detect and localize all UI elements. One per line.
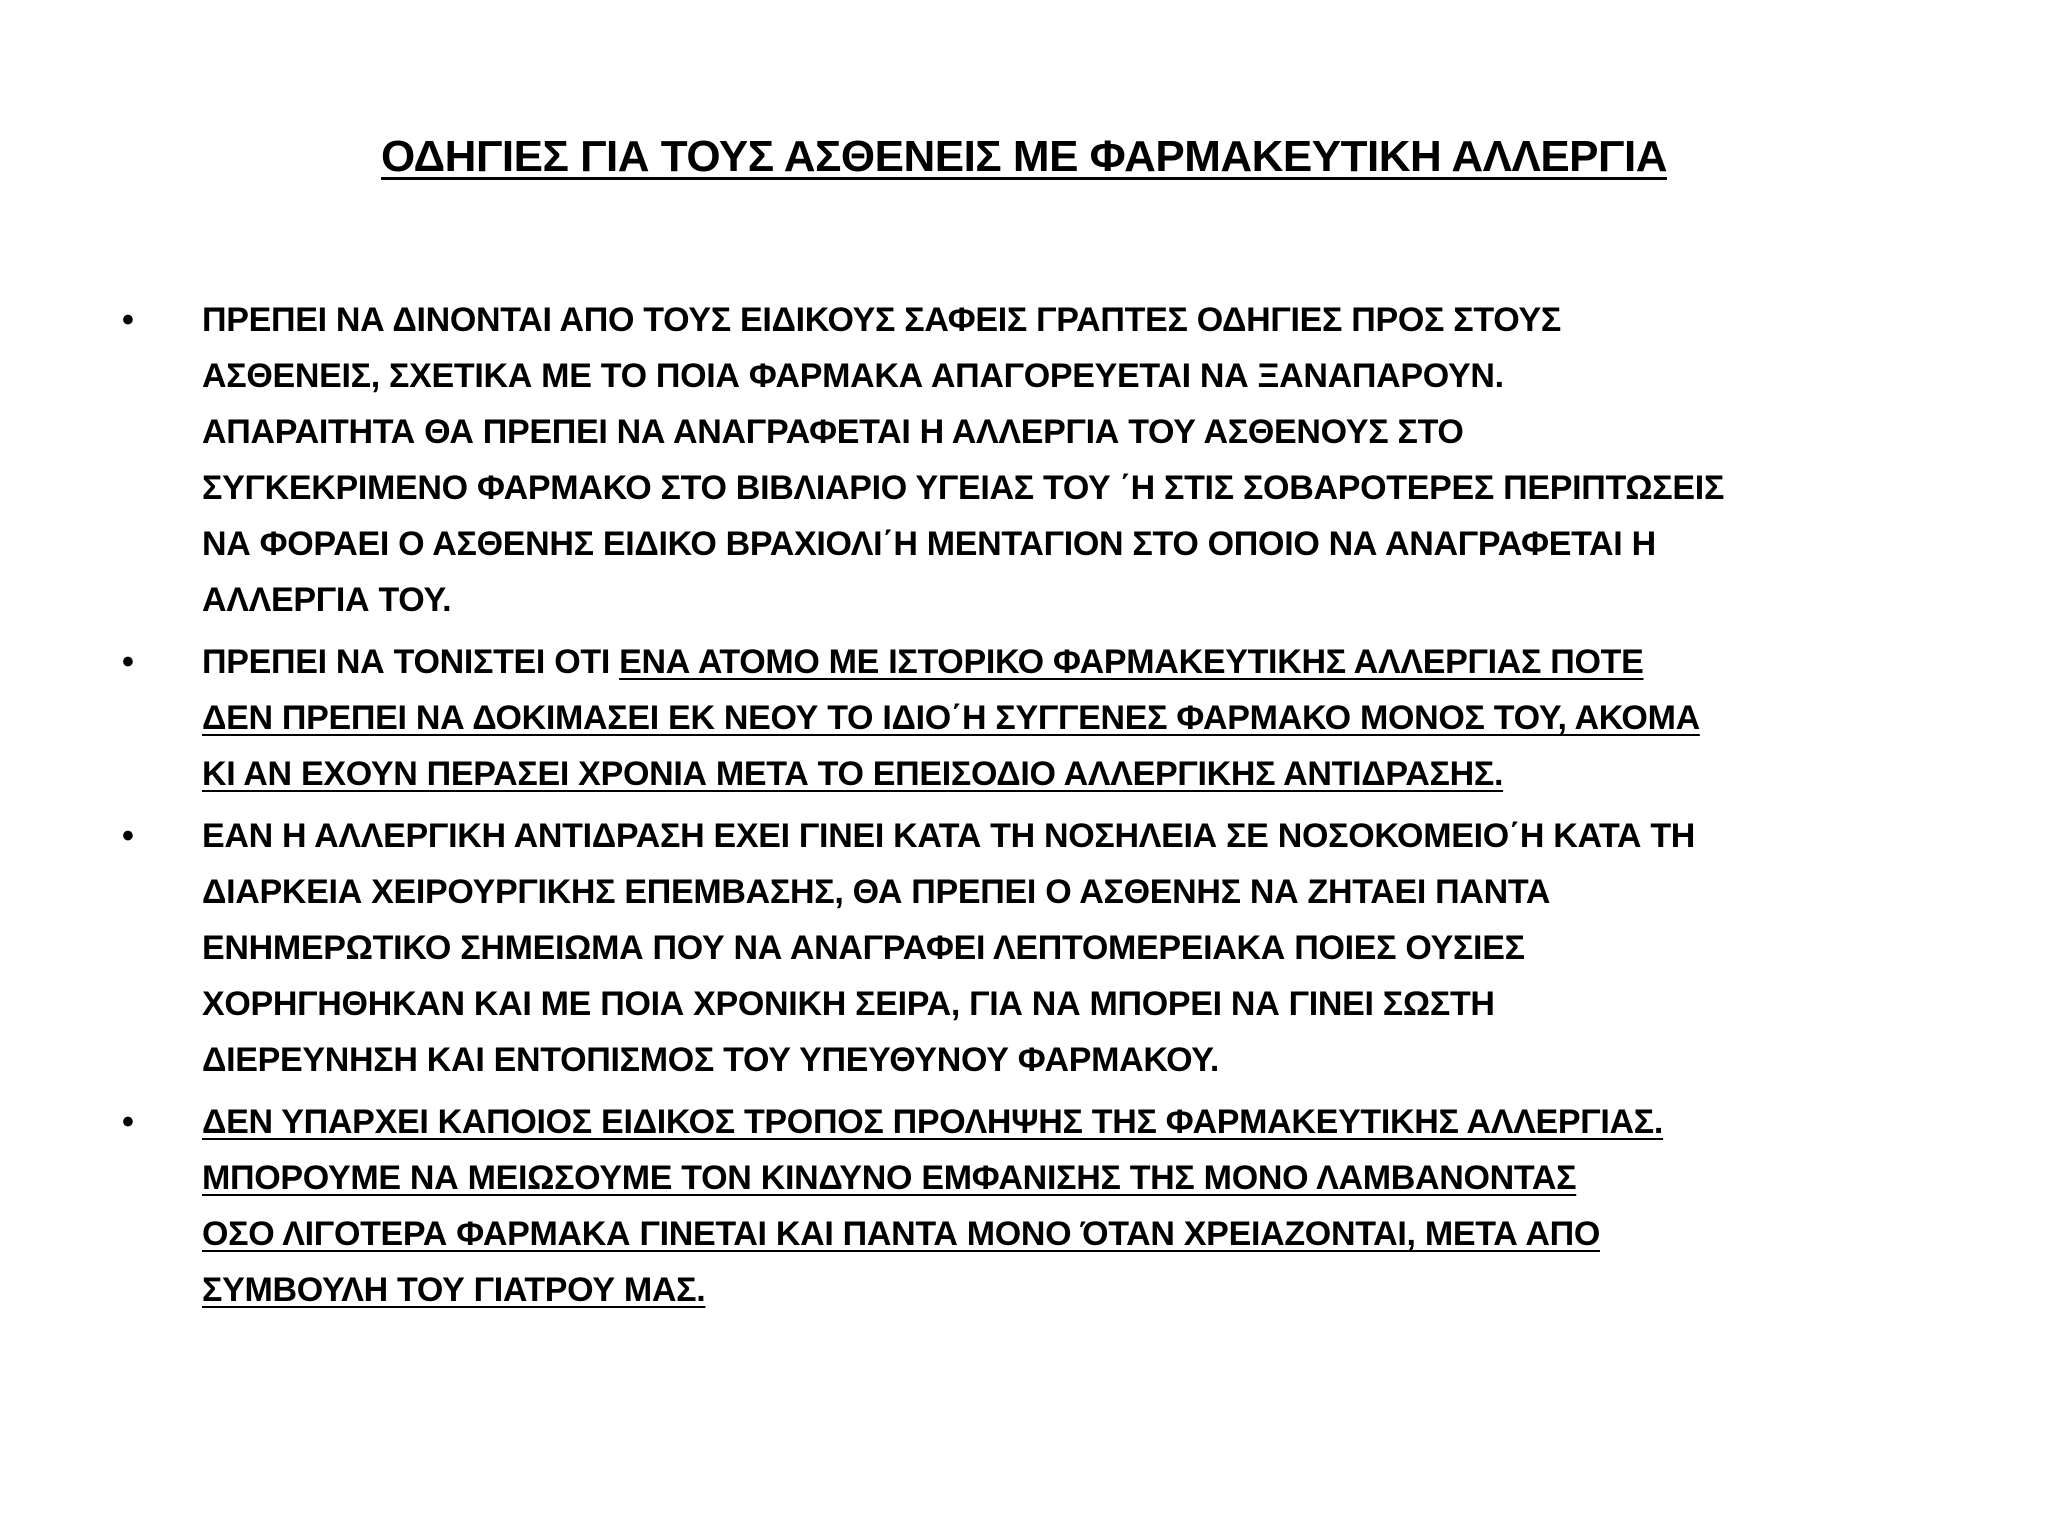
text-line: ΕΝΗΜΕΡΩΤΙΚΟ ΣΗΜΕΙΩΜΑ ΠΟΥ ΝΑ ΑΝΑΓΡΑΦΕΙ ΛΕΠΤΟΜΕΡΕΙΑΚΑ ΠΟΙΕΣ ΟΥΣΙΕΣ bbox=[202, 929, 1525, 967]
list-item bbox=[122, 292, 1972, 628]
text-line bbox=[202, 1150, 1972, 1206]
bullet-dot-icon: • bbox=[122, 301, 134, 339]
text-line: ΔΙΑΡΚΕΙΑ ΧΕΙΡΟΥΡΓΙΚΗΣ ΕΠΕΜΒΑΣΗΣ, ΘΑ ΠΡΕΠΕΙ Ο ΑΣΘΕΝΗΣ ΝΑ ΖΗΤΑΕΙ ΠΑΝΤΑ bbox=[202, 873, 1551, 911]
text-line bbox=[202, 1262, 1972, 1318]
text-line: ΠΡΕΠΕΙ ΝΑ ΔΙΝΟΝΤΑΙ ΑΠΟ ΤΟΥΣ ΕΙΔΙΚΟΥΣ ΣΑΦΕΙΣ ΓΡΑΠΤΕΣ ΟΔΗΓΙΕΣ ΠΡΟΣ ΣΤΟΥΣ bbox=[202, 301, 1561, 339]
text-line: ΑΛΛΕΡΓΙΑ ΤΟΥ. bbox=[202, 581, 452, 619]
underlined-text: ΜΠΟΡΟΥΜΕ ΝΑ ΜΕΙΩΣΟΥΜΕ ΤΟΝ ΚΙΝΔΥΝΟ ΕΜΦΑΝΙΣΗΣ ΤΗΣ ΜΟΝΟ ΛΑΜΒΑΝΟΝΤΑΣ bbox=[202, 1159, 1577, 1197]
bullet-list bbox=[122, 292, 1972, 1324]
list-item bbox=[122, 634, 1972, 802]
list-item bbox=[122, 1094, 1972, 1318]
text-line: ΑΣΘΕΝΕΙΣ, ΣΧΕΤΙΚΑ ΜΕ ΤΟ ΠΟΙΑ ΦΑΡΜΑΚΑ ΑΠΑΓΟΡΕΥΕΤΑΙ ΝΑ ΞΑΝΑΠΑΡΟΥΝ. bbox=[202, 357, 1504, 395]
text-line bbox=[202, 1094, 1972, 1150]
list-item bbox=[122, 808, 1972, 1088]
bullet-dot-icon: • bbox=[122, 1103, 134, 1141]
underlined-text: ΔΕΝ ΥΠΑΡΧΕΙ ΚΑΠΟΙΟΣ ΕΙΔΙΚΟΣ ΤΡΟΠΟΣ ΠΡΟΛΗΨΗΣ ΤΗΣ ΦΑΡΜΑΚΕΥΤΙΚΗΣ ΑΛΛΕΡΓΙΑΣ. bbox=[202, 1103, 1664, 1141]
text-line: ΕΑΝ Η ΑΛΛΕΡΓΙΚΗ ΑΝΤΙΔΡΑΣΗ ΕΧΕΙ ΓΙΝΕΙ ΚΑΤΑ ΤΗ ΝΟΣΗΛΕΙΑ ΣΕ ΝΟΣΟΚΟΜΕΙΟ΄Η ΚΑΤΑ ΤΗ bbox=[202, 817, 1696, 855]
text-line bbox=[202, 1206, 1972, 1262]
underlined-text: ΕΝΑ ΑΤΟΜΟ ΜΕ ΙΣΤΟΡΙΚΟ ΦΑΡΜΑΚΕΥΤΙΚΗΣ ΑΛΛΕΡΓΙΑΣ ΠΟΤΕ bbox=[619, 643, 1644, 681]
underlined-text: ΔΕΝ ΠΡΕΠΕΙ ΝΑ ΔΟΚΙΜΑΣΕΙ ΕΚ ΝΕΟΥ ΤΟ ΙΔΙΟ΄Η ΣΥΓΓΕΝΕΣ ΦΑΡΜΑΚΟ ΜΟΝΟΣ ΤΟΥ, ΑΚΟΜΑ bbox=[202, 699, 1700, 737]
text-line: ΔΙΕΡΕΥΝΗΣΗ ΚΑΙ ΕΝΤΟΠΙΣΜΟΣ ΤΟΥ ΥΠΕΥΘΥΝΟΥ ΦΑΡΜΑΚΟΥ. bbox=[202, 1041, 1220, 1079]
lead-text: ΠΡΕΠΕΙ ΝΑ ΤΟΝΙΣΤΕΙ ΟΤΙ bbox=[202, 643, 620, 681]
underlined-text: ΚΙ ΑΝ ΕΧΟΥΝ ΠΕΡΑΣΕΙ ΧΡΟΝΙΑ ΜΕΤΑ ΤΟ ΕΠΕΙΣΟΔΙΟ ΑΛΛΕΡΓΙΚΗΣ ΑΝΤΙΔΡΑΣΗΣ. bbox=[202, 755, 1504, 793]
text-line bbox=[202, 746, 1972, 802]
text-line bbox=[202, 690, 1972, 746]
text-line: ΣΥΓΚΕΚΡΙΜΕΝΟ ΦΑΡΜΑΚΟ ΣΤΟ ΒΙΒΛΙΑΡΙΟ ΥΓΕΙΑΣ ΤΟΥ ΄Η ΣΤΙΣ ΣΟΒΑΡΟΤΕΡΕΣ ΠΕΡΙΠΤΩΣΕΙΣ bbox=[202, 469, 1725, 507]
underlined-text: ΟΣΟ ΛΙΓΟΤΕΡΑ ΦΑΡΜΑΚΑ ΓΙΝΕΤΑΙ ΚΑΙ ΠΑΝΤΑ ΜΟΝΟ ΌΤΑΝ ΧΡΕΙΑΖΟΝΤΑΙ, ΜΕΤΑ ΑΠΟ bbox=[202, 1215, 1600, 1253]
bullet-dot-icon: • bbox=[122, 643, 134, 681]
text-line: ΝΑ ΦΟΡΑΕΙ Ο ΑΣΘΕΝΗΣ ΕΙΔΙΚΟ ΒΡΑΧΙΟΛΙ΄Η ΜΕΝΤΑΓΙΟΝ ΣΤΟ ΟΠΟΙΟ ΝΑ ΑΝΑΓΡΑΦΕΤΑΙ Η bbox=[202, 525, 1656, 563]
underlined-text: ΣΥΜΒΟΥΛΗ ΤΟΥ ΓΙΑΤΡΟΥ ΜΑΣ. bbox=[202, 1271, 706, 1309]
text-line bbox=[202, 634, 1972, 690]
text-line: ΧΟΡΗΓΗΘΗΚΑΝ ΚΑΙ ΜΕ ΠΟΙΑ ΧΡΟΝΙΚΗ ΣΕΙΡΑ, ΓΙΑ ΝΑ ΜΠΟΡΕΙ ΝΑ ΓΙΝΕΙ ΣΩΣΤΗ bbox=[202, 985, 1495, 1023]
bullet-dot-icon: • bbox=[122, 817, 134, 855]
text-line: ΑΠΑΡΑΙΤΗΤΑ ΘΑ ΠΡΕΠΕΙ ΝΑ ΑΝΑΓΡΑΦΕΤΑΙ Η ΑΛΛΕΡΓΙΑ ΤΟΥ ΑΣΘΕΝΟΥΣ ΣΤΟ bbox=[202, 413, 1464, 451]
page-title: ΟΔΗΓΙΕΣ ΓΙΑ ΤΟΥΣ ΑΣΘΕΝΕΙΣ ΜΕ ΦΑΡΜΑΚΕΥΤΙΚΗ ΑΛΛΕΡΓΙΑ bbox=[381, 132, 1667, 181]
